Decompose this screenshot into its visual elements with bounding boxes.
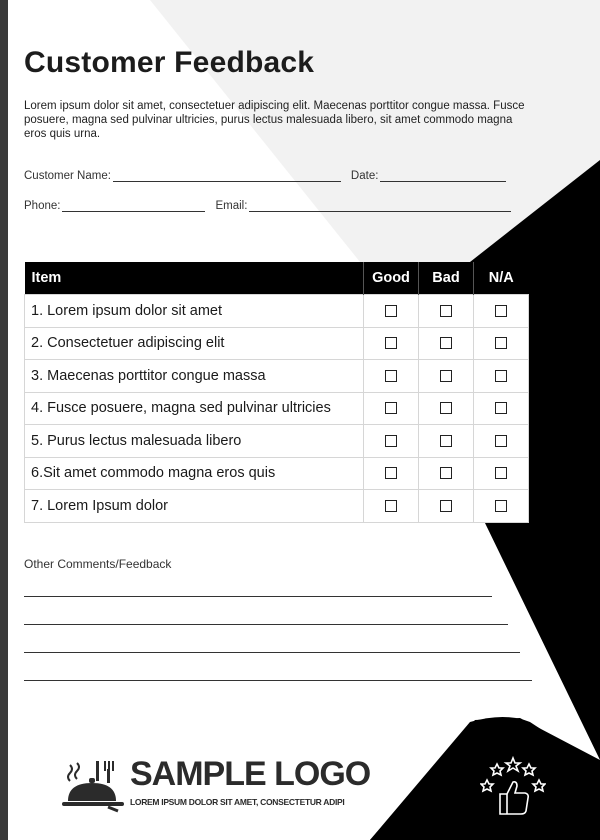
na-cell bbox=[474, 392, 529, 425]
bad-cell bbox=[419, 360, 474, 393]
table-row bbox=[25, 360, 529, 393]
good-checkbox[interactable] bbox=[385, 337, 397, 349]
thumbs-up-stars-icon bbox=[480, 756, 546, 818]
email-field[interactable] bbox=[249, 201, 511, 212]
item-label: 5. Purus lectus malesuada libero bbox=[25, 425, 364, 458]
na-cell bbox=[474, 295, 529, 328]
date-label: Date: bbox=[350, 170, 379, 182]
bad-checkbox[interactable] bbox=[440, 305, 452, 317]
good-cell bbox=[364, 490, 419, 523]
bad-checkbox[interactable] bbox=[440, 402, 452, 414]
phone-email-row bbox=[24, 200, 511, 212]
bad-checkbox[interactable] bbox=[440, 435, 452, 447]
na-checkbox[interactable] bbox=[495, 337, 507, 349]
bad-cell bbox=[419, 490, 474, 523]
comment-line[interactable] bbox=[24, 596, 492, 597]
item-label: 3. Maecenas porttitor congue massa bbox=[25, 360, 364, 393]
date-field[interactable] bbox=[380, 171, 506, 182]
bad-checkbox[interactable] bbox=[440, 467, 452, 479]
phone-label: Phone: bbox=[24, 200, 61, 212]
logo-tagline: LOREM IPSUM DOLOR SIT AMET, CONSECTETUR ADIPI bbox=[130, 797, 345, 807]
bad-cell bbox=[419, 295, 474, 328]
na-checkbox[interactable] bbox=[495, 435, 507, 447]
na-checkbox[interactable] bbox=[495, 467, 507, 479]
customer-name-label: Customer Name: bbox=[24, 170, 111, 182]
na-cell bbox=[474, 490, 529, 523]
comments-label: Other Comments/Feedback bbox=[24, 557, 172, 571]
phone-field[interactable] bbox=[62, 201, 205, 212]
na-cell bbox=[474, 327, 529, 360]
na-checkbox[interactable] bbox=[495, 305, 507, 317]
logo-name: SAMPLE LOGO bbox=[130, 755, 371, 793]
good-checkbox[interactable] bbox=[385, 435, 397, 447]
na-checkbox[interactable] bbox=[495, 402, 507, 414]
item-label: 2. Consectetuer adipiscing elit bbox=[25, 327, 364, 360]
good-checkbox[interactable] bbox=[385, 467, 397, 479]
table-row bbox=[25, 392, 529, 425]
table-row bbox=[25, 295, 529, 328]
header-item: Item bbox=[25, 262, 364, 295]
header-bad: Bad bbox=[419, 262, 474, 295]
comment-line[interactable] bbox=[24, 652, 520, 653]
bad-checkbox[interactable] bbox=[440, 370, 452, 382]
table-row bbox=[25, 425, 529, 458]
good-checkbox[interactable] bbox=[385, 500, 397, 512]
header-na: N/A bbox=[474, 262, 529, 295]
table-row bbox=[25, 490, 529, 523]
table-row bbox=[25, 457, 529, 490]
comment-line[interactable] bbox=[24, 680, 532, 681]
chef-cloche-icon bbox=[60, 757, 126, 813]
na-cell bbox=[474, 360, 529, 393]
na-checkbox[interactable] bbox=[495, 370, 507, 382]
item-label: 6.Sit amet commodo magna eros quis bbox=[25, 457, 364, 490]
item-label: 7. Lorem Ipsum dolor bbox=[25, 490, 364, 523]
good-cell bbox=[364, 457, 419, 490]
good-checkbox[interactable] bbox=[385, 402, 397, 414]
bad-checkbox[interactable] bbox=[440, 500, 452, 512]
name-date-row bbox=[24, 170, 506, 182]
item-label: 4. Fusce posuere, magna sed pulvinar ultricies bbox=[25, 392, 364, 425]
email-label: Email: bbox=[215, 200, 248, 212]
bad-cell bbox=[419, 425, 474, 458]
table-header-row bbox=[25, 262, 529, 295]
na-checkbox[interactable] bbox=[495, 500, 507, 512]
bad-cell bbox=[419, 327, 474, 360]
good-cell bbox=[364, 392, 419, 425]
page-title: Customer Feedback bbox=[24, 46, 315, 79]
header-good: Good bbox=[364, 262, 419, 295]
good-checkbox[interactable] bbox=[385, 305, 397, 317]
table-row bbox=[25, 327, 529, 360]
na-cell bbox=[474, 457, 529, 490]
item-label: 1. Lorem ipsum dolor sit amet bbox=[25, 295, 364, 328]
na-cell bbox=[474, 425, 529, 458]
intro-paragraph: Lorem ipsum dolor sit amet, consectetuer adipiscing elit. Maecenas porttitor congue massa. Fusce posuere, magna sed pulvinar ultricies, purus lectus malesuada libero, sit amet commodo magna eros quis urna. bbox=[24, 100, 525, 140]
good-cell bbox=[364, 360, 419, 393]
good-cell bbox=[364, 295, 419, 328]
good-cell bbox=[364, 327, 419, 360]
bad-cell bbox=[419, 457, 474, 490]
customer-name-field[interactable] bbox=[113, 171, 341, 182]
feedback-table bbox=[24, 262, 529, 523]
good-cell bbox=[364, 425, 419, 458]
comment-line[interactable] bbox=[24, 624, 508, 625]
bad-cell bbox=[419, 392, 474, 425]
sample-logo bbox=[60, 755, 371, 817]
bad-checkbox[interactable] bbox=[440, 337, 452, 349]
good-checkbox[interactable] bbox=[385, 370, 397, 382]
